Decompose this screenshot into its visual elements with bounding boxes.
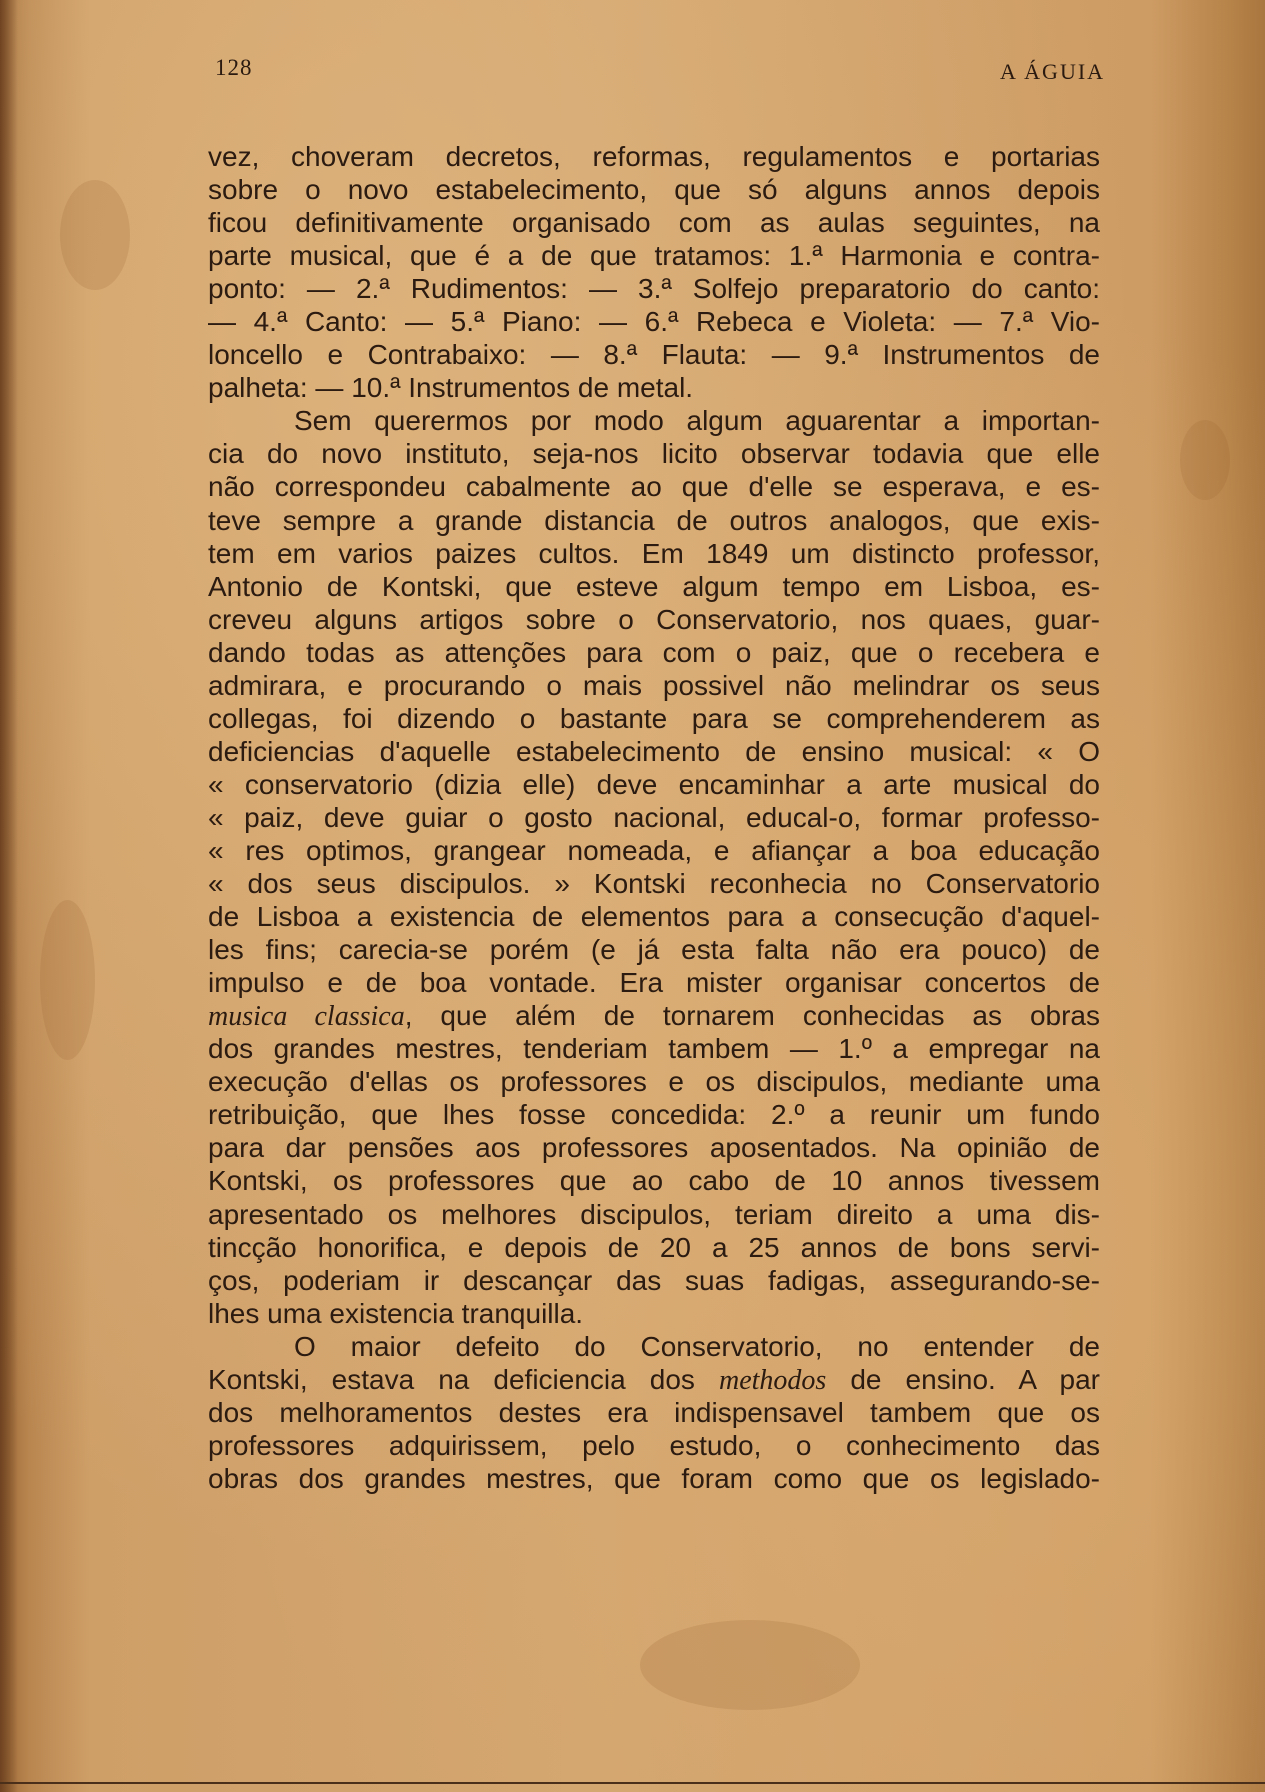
text-line: Kontski, estava na deficiencia dos methodos de ensino. A par	[208, 1363, 1100, 1396]
text-line: — 4.ª Canto: — 5.ª Piano: — 6.ª Rebeca e Violeta: — 7.ª Vio-	[208, 306, 1100, 338]
text-line: « paiz, deve guiar o gosto nacional, educal-o, formar professo-	[208, 801, 1100, 833]
text-line: lhes uma existencia tranquilla.	[208, 1297, 584, 1329]
text-line: para dar pensões aos professores aposentados. Na opinião de	[208, 1132, 1100, 1164]
text-line: teve sempre a grande distancia de outros analogos, que exis-	[208, 504, 1100, 536]
text-line: Antonio de Kontski, que esteve algum tempo em Lisboa, es-	[208, 570, 1100, 602]
text-line: vez, choveram decretos, reformas, regulamentos e portarias	[208, 141, 1100, 172]
text-line: creveu alguns artigos sobre o Conservatorio, nos quaes, guar-	[208, 603, 1100, 635]
paper-stain	[640, 1620, 860, 1710]
paper-stain	[40, 900, 95, 1060]
page-number: 128	[215, 55, 253, 80]
text-line: dos grandes mestres, tenderiam tambem — 1.º a empregar na	[208, 1033, 1100, 1065]
text-line: execução d'ellas os professores e os discipulos, mediante uma	[208, 1066, 1100, 1098]
text-line: ficou definitivamente organisado com as aulas seguintes, na	[208, 207, 1100, 239]
text-line: deficiencias d'aquelle estabelecimento de ensino musical: « O	[208, 735, 1100, 767]
text-line: « res optimos, grangear nomeada, e afiançar a boa educação	[208, 834, 1100, 866]
text-line: apresentado os melhores discipulos, teriam direito a uma dis-	[208, 1198, 1100, 1230]
text-line: musica classica, que além de tornarem conhecidas as obras	[208, 1000, 1100, 1033]
text-line: professores adquirissem, pelo estudo, o conhecimento das	[208, 1429, 1100, 1461]
text-line: Sem querermos por modo algum aguarentar a importan-	[294, 405, 1100, 437]
text-line: ponto: — 2.ª Rudimentos: — 3.ª Solfejo preparatorio do canto:	[208, 273, 1100, 305]
text-line: admirara, e procurando o mais possivel não melindrar os seus	[208, 669, 1100, 701]
text-line: O maior defeito do Conservatorio, no entender de	[294, 1330, 1100, 1362]
text-line: tem em varios paizes cultos. Em 1849 um distincto professor,	[208, 537, 1100, 569]
text-line: não correspondeu cabalmente ao que d'elle se esperava, e es-	[208, 471, 1100, 503]
body-text	[208, 140, 1100, 1495]
italic-phrase: musica classica	[208, 1001, 405, 1033]
text-line: tincção honorifica, e depois de 20 a 25 annos de bons servi-	[208, 1231, 1100, 1263]
page-header	[0, 55, 1265, 95]
text-line: impulso e de boa vontade. Era mister organisar concertos de	[208, 967, 1100, 999]
text-line: les fins; carecia-se porém (e já esta falta não era pouco) de	[208, 934, 1100, 966]
text-line: loncello e Contrabaixo: — 8.ª Flauta: — 9.ª Instrumentos de	[208, 339, 1100, 371]
text-line: sobre o novo estabelecimento, que só alguns annos depois	[208, 174, 1100, 206]
italic-phrase: methodos	[718, 1364, 827, 1396]
running-head: A ÁGUIA	[1000, 59, 1106, 84]
text-line: parte musical, que é a de que tratamos: 1.ª Harmonia e contra-	[208, 240, 1100, 272]
bottom-rule	[0, 1782, 1265, 1784]
text-line: Kontski, os professores que ao cabo de 10 annos tivessem	[208, 1165, 1100, 1197]
text-line: retribuição, que lhes fosse concedida: 2.º a reunir um fundo	[208, 1099, 1100, 1131]
text-line: « dos seus discipulos. » Kontski reconhecia no Conservatorio	[208, 868, 1100, 900]
text-line: de Lisboa a existencia de elementos para a consecução d'aquel-	[208, 901, 1100, 933]
text-line: dos melhoramentos destes era indispensavel tambem que os	[208, 1396, 1100, 1428]
text-line: « conservatorio (dizia elle) deve encaminhar a arte musical do	[208, 768, 1100, 800]
text-line: palheta: — 10.ª Instrumentos de metal.	[208, 372, 694, 404]
text-line: dando todas as attenções para com o paiz, que o recebera e	[208, 636, 1100, 668]
text-line: ços, poderiam ir descançar das suas fadigas, assegurando-se-	[208, 1264, 1100, 1296]
paper-stain	[60, 180, 130, 290]
text-line: cia do novo instituto, seja-nos licito observar todavia que elle	[208, 438, 1100, 470]
text-line: obras dos grandes mestres, que foram como que os legislado-	[208, 1462, 1100, 1494]
paper-stain	[1180, 420, 1230, 500]
text-line: collegas, foi dizendo o bastante para se comprehenderem as	[208, 702, 1100, 734]
page-edge-shadow	[0, 0, 18, 1792]
